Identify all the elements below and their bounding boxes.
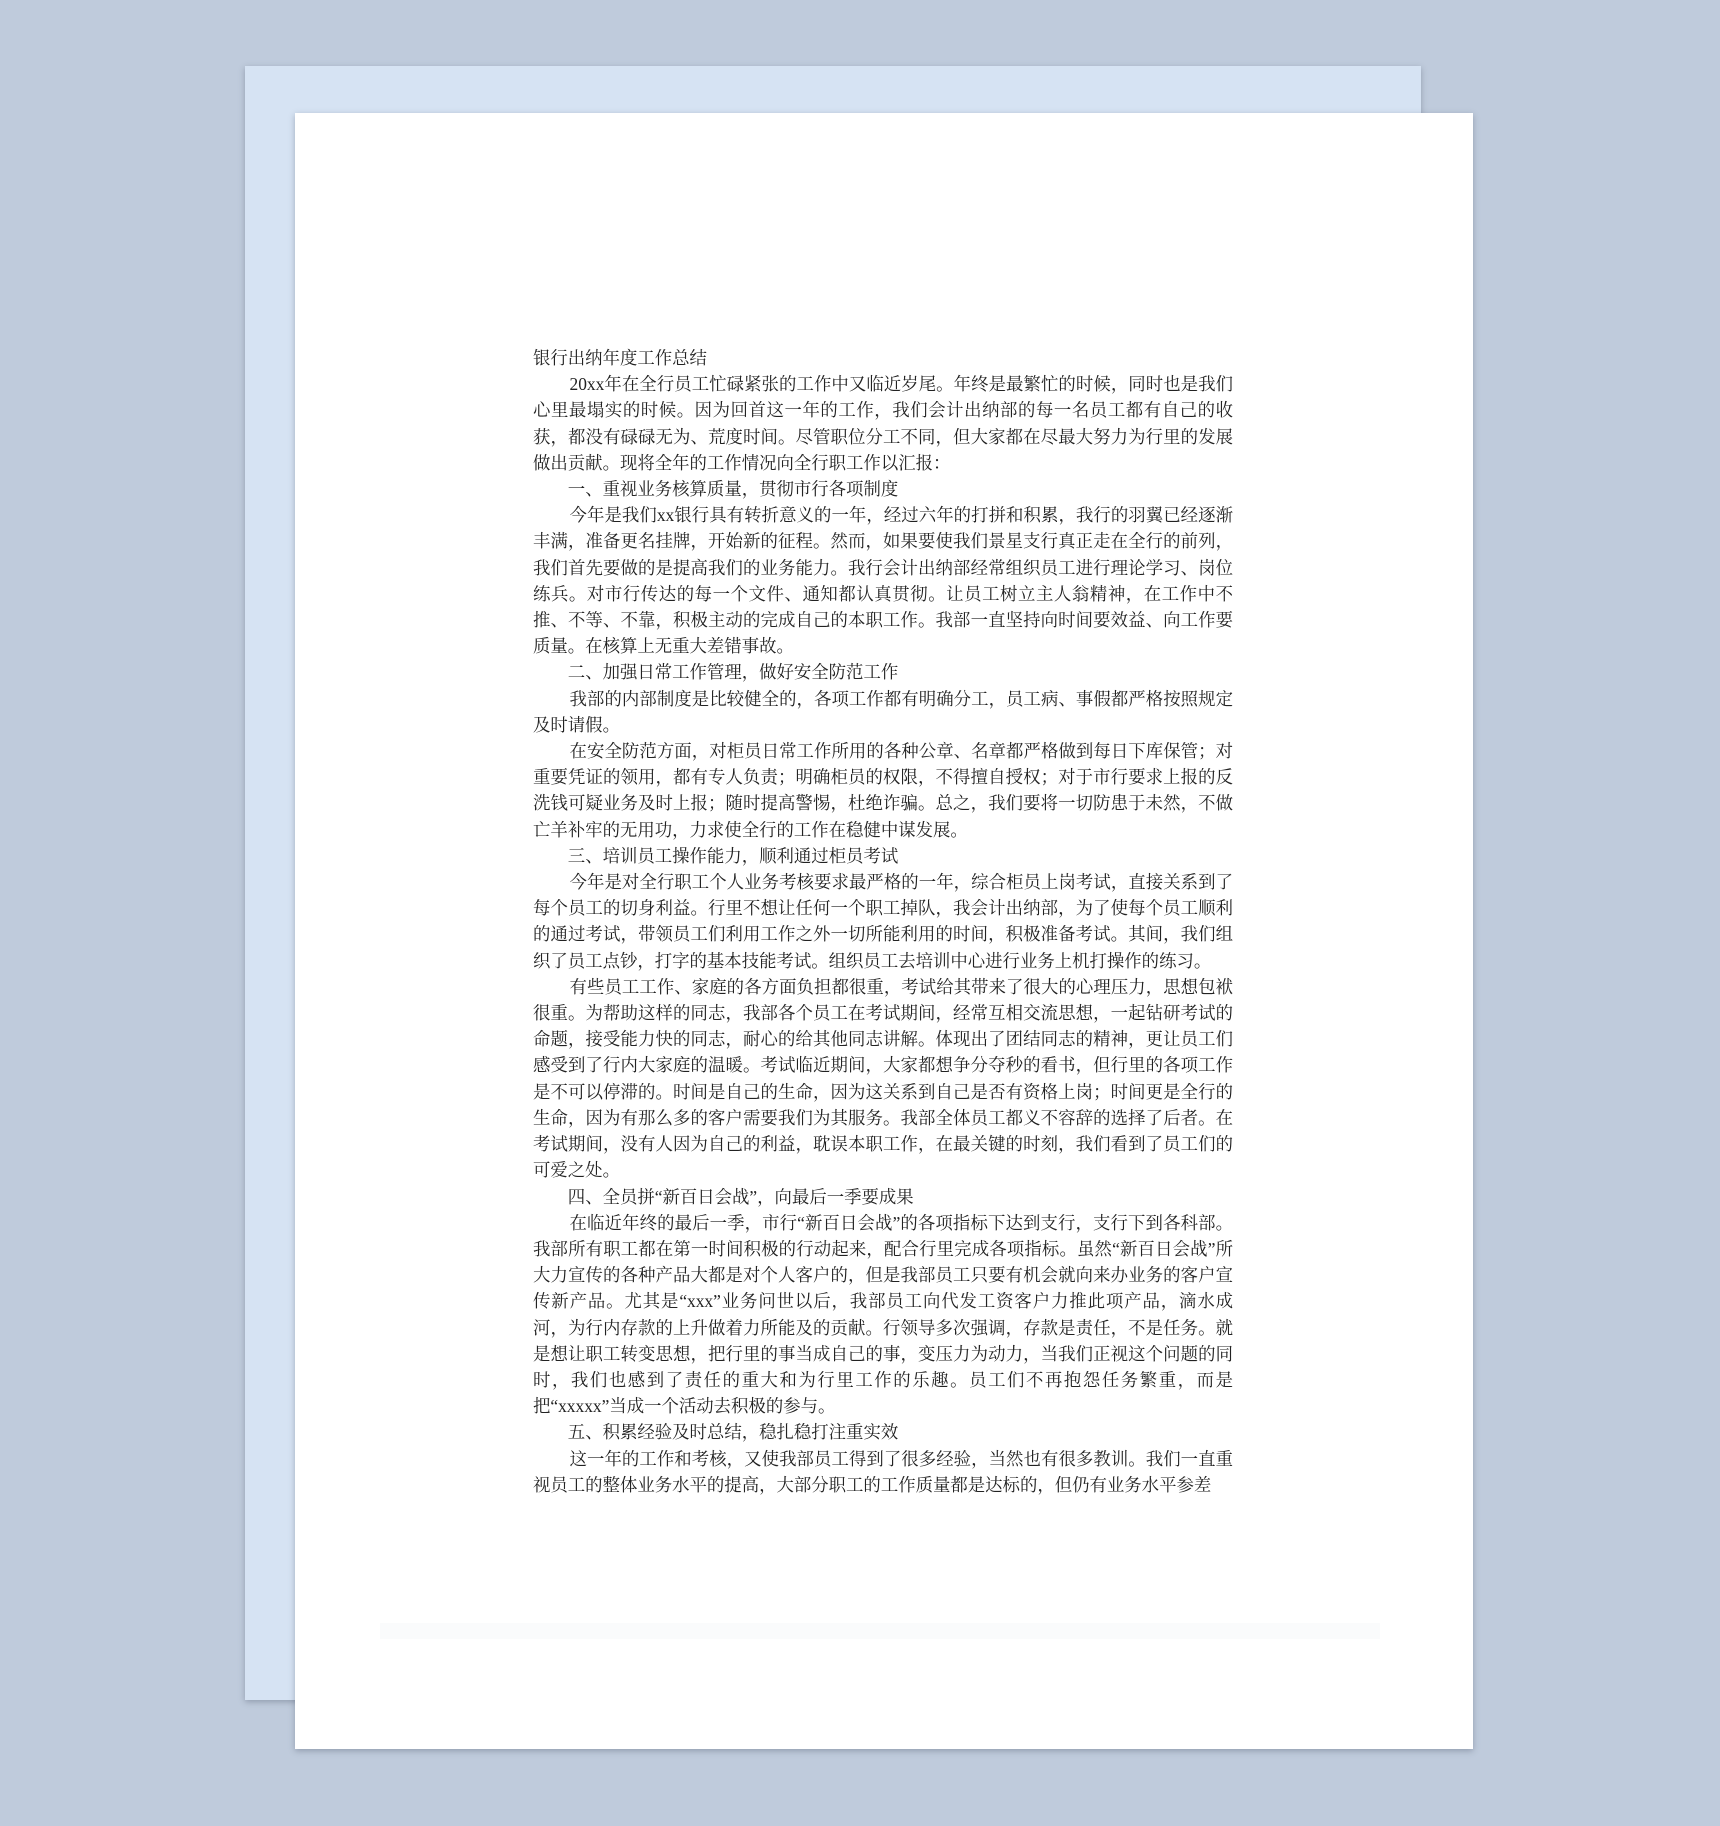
paragraph: 今年是对全行职工个人业务考核要求最严格的一年，综合柜员上岗考试，直接关系到了每个员工的切身利益。行里不想让任何一个职工掉队，我会计出纳部，为了使每个员工顺利的通过考试，带领员工们利用工作之外一切所能利用的时间，积极准备考试。其间，我们组织了员工点钞，打字的基本技能考试。组织员工去培训中心进行业务上机打操作的练习。: [533, 872, 1233, 971]
document-title: 银行出纳年度工作总结: [533, 348, 707, 368]
paragraph: 在安全防范方面，对柜员日常工作所用的各种公章、名章都严格做到每日下库保管；对重要凭证的领用，都有专人负责；明确柜员的权限，不得擅自授权；对于市行要求上报的反洗钱可疑业务及时上报；随时提高警惕，杜绝诈骗。总之，我们要将一切防患于未然，不做亡羊补牢的无用功，力求使全行的工作在稳健中谋发展。: [533, 741, 1233, 840]
section-heading: 五、积累经验及时总结，稳扎稳打注重实效: [567, 1422, 899, 1443]
paragraph: 有些员工工作、家庭的各方面负担都很重，考试给其带来了很大的心理压力，思想包袱很重。为帮助这样的同志，我部各个员工在考试期间，经常互相交流思想，一起钻研考试的命题，接受能力快的同志，耐心的给其他同志讲解。体现出了团结同志的精神，更让员工们感受到了行内大家庭的温暖。考试临近期间，大家都想争分夺秒的看书，但行里的各项工作是不可以停滞的。时间是自己的生命，因为这关系到自己是否有资格上岗；时间更是全行的生命，因为有那么多的客户需要我们为其服务。我部全体员工都义不容辞的选择了后者。在考试期间，没有人因为自己的利益，耽误本职工作，在最关键的时刻，我们看到了员工们的可爱之处。: [533, 976, 1233, 1181]
document-page: [295, 113, 1473, 1749]
section-heading: 一、重视业务核算质量，贯彻市行各项制度: [567, 479, 899, 500]
section-heading: 四、全员拼“新百日会战”，向最后一季要成果: [567, 1186, 914, 1207]
paragraph: 这一年的工作和考核，又使我部员工得到了很多经验，当然也有很多教训。我们一直重视员工的整体业务水平的提高，大部分职工的工作质量都是达标的，但仍有业务水平参差: [533, 1448, 1233, 1495]
paragraph: 在临近年终的最后一季，市行“新百日会战”的各项指标下达到支行，支行下到各科部。我部所有职工都在第一时间积极的行动起来，配合行里完成各项指标。虽然“新百日会战”所大力宣传的各种产品大都是对个人客户的，但是我部员工只要有机会就向来办业务的客户宣传新产品。尤其是“xxx”业务问世以后，我部员工向代发工资客户力推此项产品，滴水成河，为行内存款的上升做着力所能及的贡献。行领导多次强调，存款是责任，不是任务。就是想让职工转变思想，把行里的事当成自己的事，变压力为动力，当我们正视这个问题的同时，我们也感到了责任的重大和为行里工作的乐趣。员工们不再抱怨任务繁重，而是把“xxxxx”当成一个活动去积极的参与。: [533, 1212, 1233, 1417]
paragraph: 20xx年在全行员工忙碌紧张的工作中又临近岁尾。年终是最繁忙的时候，同时也是我们心里最塌实的时候。因为回首这一年的工作，我们会计出纳部的每一名员工都有自己的收获，都没有碌碌无为、荒度时间。尽管职位分工不同，但大家都在尽最大努力为行里的发展做出贡献。现将全年的工作情况向全行职工作以汇报：: [533, 374, 1233, 473]
section-heading: 三、培训员工操作能力，顺利通过柜员考试: [567, 845, 899, 866]
page-footer-divider: [380, 1623, 1380, 1639]
document-body: [533, 345, 1233, 1498]
paragraph: 今年是我们xx银行具有转折意义的一年，经过六年的打拼和积累，我行的羽翼已经逐渐丰满，准备更名挂牌，开始新的征程。然而，如果要使我们景星支行真正走在全行的前列，我们首先要做的是提高我们的业务能力。我行会计出纳部经常组织员工进行理论学习、岗位练兵。对市行传达的每一个文件、通知都认真贯彻。让员工树立主人翁精神，在工作中不推、不等、不靠，积极主动的完成自己的本职工作。我部一直坚持向时间要效益、向工作要质量。在核算上无重大差错事故。: [533, 505, 1233, 657]
section-heading: 二、加强日常工作管理，做好安全防范工作: [567, 662, 899, 683]
paragraph: 我部的内部制度是比较健全的，各项工作都有明确分工，员工病、事假都严格按照规定及时请假。: [533, 688, 1233, 735]
